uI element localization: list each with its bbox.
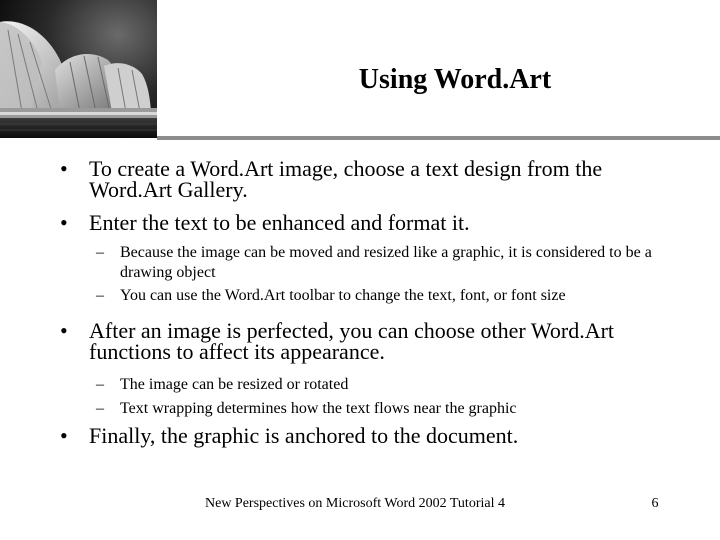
sub-bullet-text: You can use the Word.Art toolbar to change the text, font, or font size — [120, 287, 566, 304]
bullet-text: Finally, the graphic is anchored to the document. — [89, 423, 519, 448]
sub-bullet-item — [60, 243, 660, 283]
sub-bullet-item — [60, 286, 660, 306]
bullet-text: Enter the text to be enhanced and format it. — [89, 210, 470, 235]
bullet-mark: • — [60, 210, 68, 235]
bullet-item — [60, 425, 660, 446]
bullet-text: To create a Word.Art image, choose a text design from the Word.Art Gallery. — [89, 156, 603, 202]
title-divider — [157, 136, 720, 140]
slide-body — [60, 158, 660, 446]
sub-bullet-item — [60, 374, 660, 395]
bullet-item — [60, 212, 660, 233]
dash-mark: – — [96, 376, 104, 393]
page-number: 6 — [651, 496, 659, 511]
sub-bullet-text: Because the image can be moved and resized like a graphic, it is considered to be a drawing object — [120, 244, 652, 281]
bullet-mark: • — [60, 318, 68, 343]
dash-mark: – — [96, 400, 104, 417]
dash-mark: – — [96, 287, 104, 304]
sub-bullet-item — [60, 398, 660, 419]
bullet-mark: • — [60, 156, 68, 181]
opera-house-image — [0, 0, 157, 138]
sub-bullet-text: Text wrapping determines how the text flows near the graphic — [120, 400, 517, 417]
bullet-item — [60, 320, 660, 362]
dash-mark: – — [96, 244, 104, 261]
bullet-item — [60, 158, 660, 200]
opera-house-photo — [0, 0, 157, 138]
sub-bullet-text: The image can be resized or rotated — [120, 376, 349, 393]
slide-footer: New Perspectives on Microsoft Word 2002 Tutorial 4 — [205, 496, 505, 511]
bullet-text: After an image is perfected, you can choose other Word.Art functions to affect its appearance. — [89, 318, 615, 364]
bullet-mark: • — [60, 423, 68, 448]
slide-title: Using Word.Art — [358, 64, 552, 95]
